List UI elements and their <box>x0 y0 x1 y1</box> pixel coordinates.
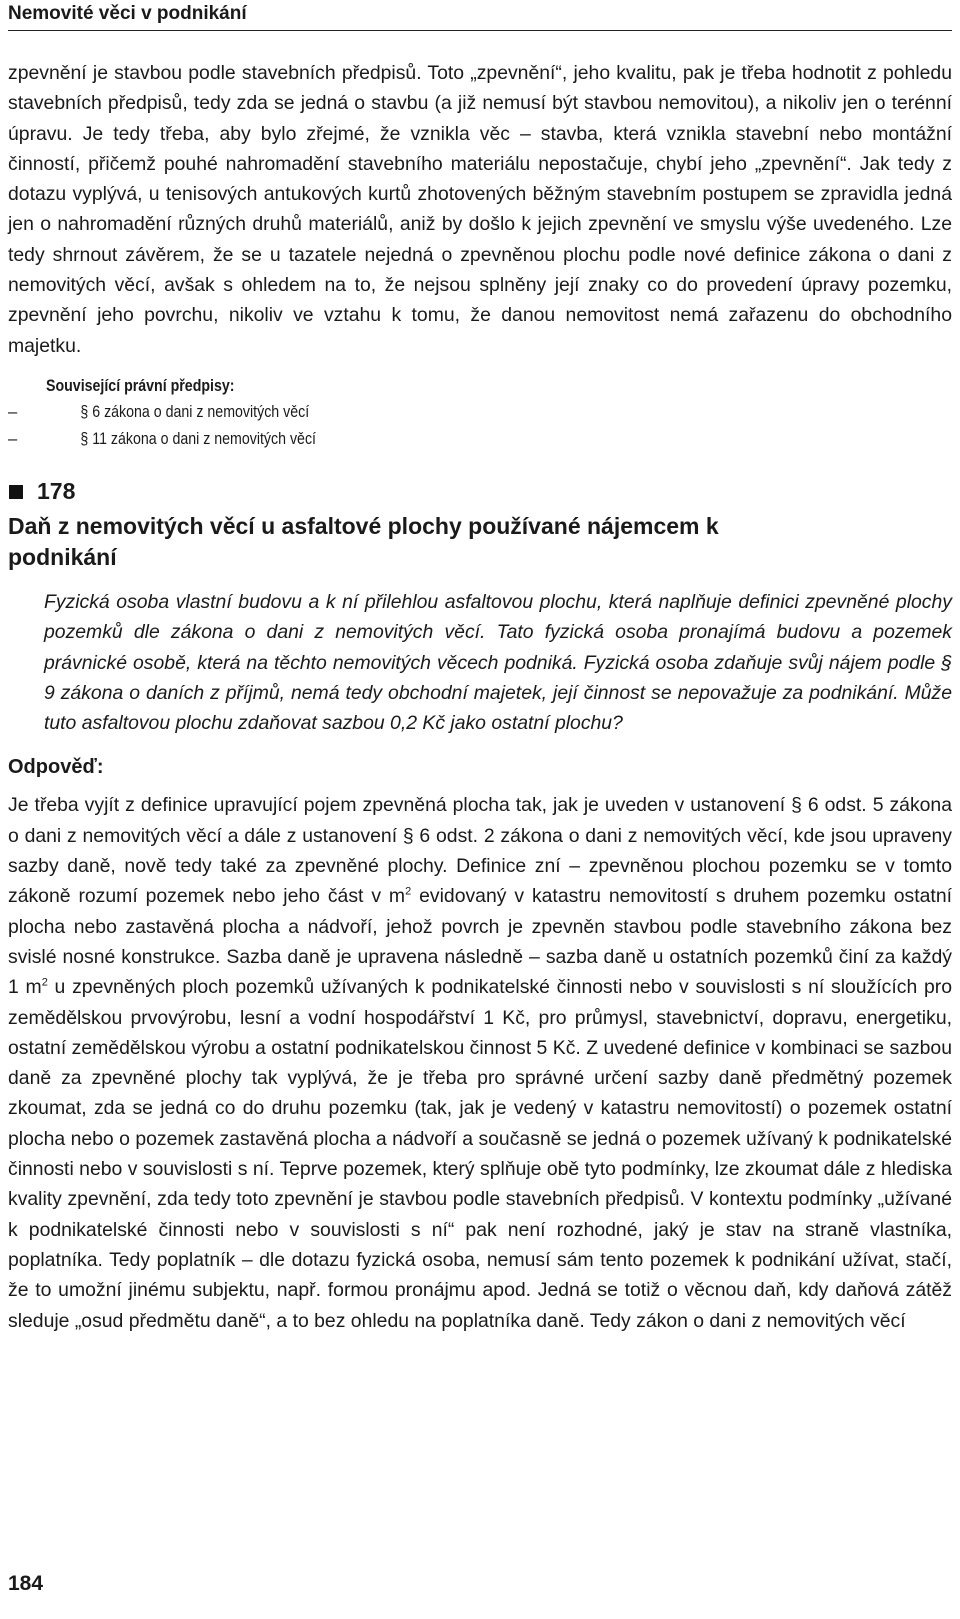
related-regulation-text: § 6 zákona o dani z nemovitých věcí <box>80 402 310 421</box>
list-dash: – <box>8 429 18 448</box>
question-number: 178 <box>37 478 76 505</box>
question-text: Fyzická osoba vlastní budovu a k ní přilehlou asfaltovou plochu, která naplňuje definici zpevněné plochy pozemků dle zákona o dani z nemovitých věcí. Tato fyzická osoba pronajímá budovu a pozemek právnické osobě, která na těchto nemovitých věcech podniká. Fyzická osoba zdaňuje svůj nájem podle § 9 zákona o daních z příjmů, nemá tedy obchodní majetek, její činnost se nepovažuje za podnikání. Může tuto asfaltovou plochu zdaňovat sazbou 0,2 Kč jako ostatní plochu? <box>44 590 952 735</box>
list-dash: – <box>8 402 18 421</box>
superscript: 2 <box>405 885 412 898</box>
running-header-title: Nemovité věci v podnikání <box>8 3 247 24</box>
answer-text-part: Je třeba vyjít z definice upravující pojem zpevněná plocha tak, jak je uveden v ustanovení § 6 odst. 5 zákona o dani z nemovitých věcí a dále z ustanovení § 6 odst. 2 zákona o dani z nemovitých věcí, kde jsou upraveny sazby daně, nově tedy také za zpevněné plochy. Definice zní – zpevněnou plochou pozemku se v tomto zákoně rozumí pozemek nebo jeho část v m <box>8 794 952 908</box>
related-regulation-item <box>8 399 952 426</box>
question-title: Daň z nemovitých věcí u asfaltové plochy používané nájemcem k podnikání <box>8 512 719 570</box>
related-regulations-list <box>8 399 952 453</box>
related-regulation-item <box>8 426 952 453</box>
answer-label: Odpověď: <box>8 756 104 779</box>
related-regulation-text: § 11 zákona o dani z nemovitých věcí <box>80 429 316 448</box>
page-content <box>8 58 952 1336</box>
intro-paragraph: zpevnění je stavbou podle stavebních předpisů. Toto „zpevnění“, jeho kvalitu, pak je třeba hodnotit z pohledu stavebních předpisů, tedy zda se jedná o stavbu (a již nemusí být stavbou nemovitou), a nikoliv jen o terénní úpravu. Je tedy třeba, aby bylo zřejmé, že vznikla věc – stavba, která vznikla stavební nebo montážní činností, přičemž pouhé nahromadění stavebního materiálu nepostačuje, chybí jeho „zpevnění“. Jak tedy z dotazu vyplývá, u tenisových antukových kurtů zhotovených běžným stavebním postupem se zpravidla jedná jen o nahromadění různých druhů materiálů, aniž by došlo k jejich zpevnění ve smyslu výše uvedeného. Lze tedy shrnout závěrem, že se u tazatele nejedná o zpevněnou plochu podle nové definice zákona o dani z nemovitých věcí, avšak s ohledem na to, že nejsou splněny její znaky co do provedení úpravy pozemku, zpevnění jeho povrchu, nikoliv ve vztahu k tomu, že danou nemovitost nemá zařazenu do obchodního majetku. <box>8 62 952 357</box>
black-square-icon <box>9 485 23 499</box>
answer-text-part: evidovaný v katastru nemovitostí s druhem pozemku ostatní plocha nebo zastavěná plocha a nádvoří, jehož povrch je zpevněn stavbou podle stavebního zákona bez svislé nosné konstrukce. Sazba daně je upravena následně – sazba daně u ostatních pozemků činí za každý 1 m <box>8 885 952 999</box>
related-regulations <box>8 373 952 453</box>
answer-text <box>8 790 952 1335</box>
answer-text-part: u zpevněných ploch pozemků užívaných k podnikatelské činnosti nebo v souvislosti s ní sloužících pro zemědělskou prvovýrobu, lesní a vodní hospodářství 1 Kč, pro průmysl, stavebnictví, dopravu, energetiku, ostatní zemědělskou výrobu a ostatní podnikatelskou činnost 5 Kč. Z uvedené definice v kombinaci se sazbou daně za zpevněné plochy tak vyplývá, že je třeba pro správné určení sazby daně předmětný pozemek zkoumat, zda se jedná co do druhu pozemku (tak, jak je vedený v katastru nemovitostí) o pozemek ostatní plocha nebo o pozemek zastavěná plocha a nádvoří a současně se jedná o pozemek užívaný k podnikatelské činnosti nebo v souvislosti s ní. Teprve pozemek, který splňuje obě tyto podmínky, lze zkoumat dále z hlediska kvality zpevnění, zda tedy toto zpevnění je stavbou podle stavebních předpisů. V kontextu podmínky „užívané k podnikatelské činnosti nebo v souvislosti s ní“ pak není rozhodné, jaký je stav na straně vlastníka, poplatníka. Tedy poplatník – dle dotazu fyzická osoba, nemusí sám tento pozemek k podnikání užívat, stačí, že to umožní jinému subjektu, např. formou pronájmu apod. Jedná se totiž o věcnou daň, kdy daňová zátěž sleduje „osud předmětu daně“, a to bez ohledu na poplatníka daně. Tedy zákon o dani z nemovitých věcí <box>8 976 953 1332</box>
page-header <box>8 0 952 31</box>
question-heading <box>8 475 952 573</box>
related-regulations-heading: Související právní předpisy: <box>46 376 235 395</box>
question-number-row <box>8 475 952 509</box>
superscript: 2 <box>41 976 48 989</box>
page-number: 184 <box>8 1572 44 1595</box>
